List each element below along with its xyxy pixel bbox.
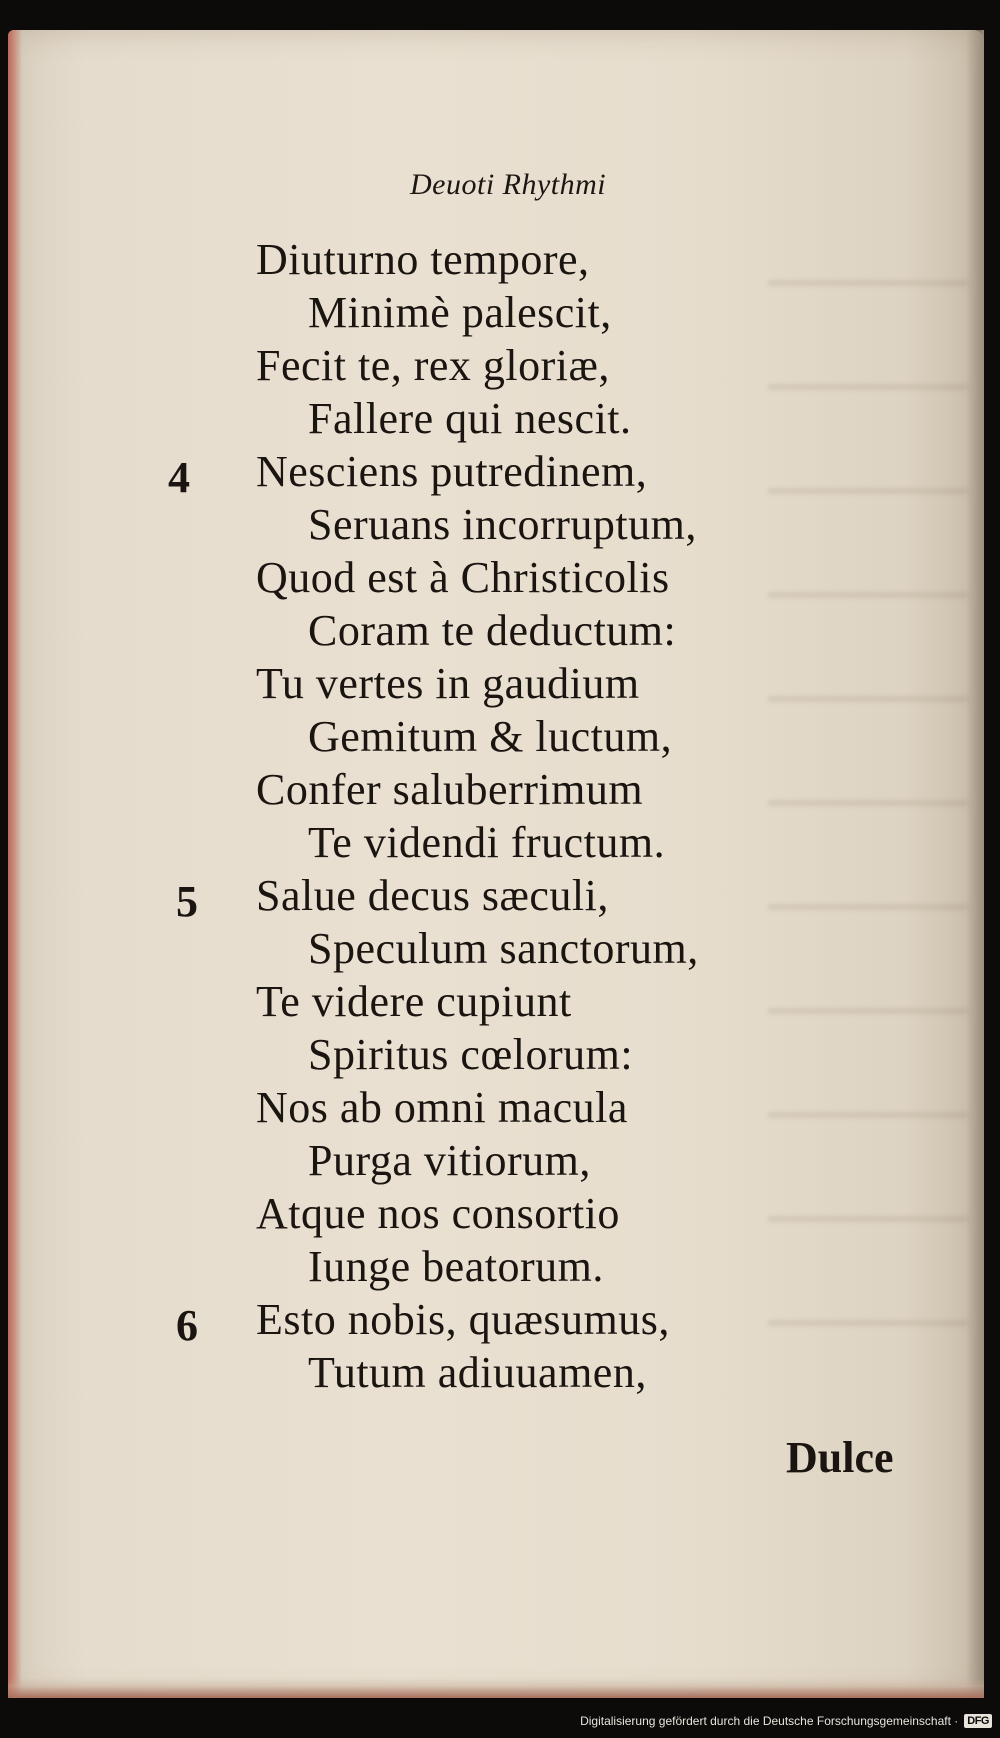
verse-line: Esto nobis, quæsumus, <box>256 1295 670 1344</box>
verse-line: Coram te deductum: <box>308 606 677 655</box>
verse-line: Minimè palescit, <box>308 288 612 337</box>
page-edge-left <box>8 30 22 1698</box>
verse-line: Diuturno tempore, <box>256 235 590 284</box>
verse-line: Fallere qui nescit. <box>308 394 632 443</box>
verse-line: Spiritus cœlorum: <box>308 1030 634 1079</box>
stanza-number: 6 <box>176 1301 198 1350</box>
verse-line: Iunge beatorum. <box>308 1242 604 1291</box>
catchword: Dulce <box>786 1433 894 1482</box>
credit-text: Digitalisierung gefördert durch die Deutsche Forschungsgemeinschaft · <box>580 1714 959 1728</box>
verse-line: Atque nos consortio <box>256 1189 620 1238</box>
verse-line: Speculum sanctorum, <box>308 924 699 973</box>
dfg-logo-icon: DFG <box>964 1714 992 1728</box>
digitization-credit <box>0 1708 1000 1734</box>
verse-line: Nos ab omni macula <box>256 1083 628 1132</box>
verse-line: Purga vitiorum, <box>308 1136 591 1185</box>
verse-line: Confer saluberrimum <box>256 765 644 814</box>
running-header: Deuoti Rhythmi <box>410 168 607 201</box>
verse-line: Quod est à Christicolis <box>256 553 670 602</box>
stanza-number: 5 <box>176 877 198 926</box>
verse-line: Fecit te, rex gloriæ, <box>256 341 610 390</box>
page-edge-right <box>966 30 984 1698</box>
verse-line: Tutum adiuuamen, <box>308 1348 647 1397</box>
verse-line: Seruans incorruptum, <box>308 500 697 549</box>
show-through-text <box>768 210 968 1410</box>
verse-line: Nesciens putredinem, <box>256 447 648 496</box>
verse-line: Te videndi fructum. <box>308 818 666 867</box>
verse-line: Salue decus sæculi, <box>256 871 609 920</box>
verse-line: Gemitum & luctum, <box>308 712 673 761</box>
verse-line: Tu vertes in gaudium <box>256 659 640 708</box>
verse-line: Te videre cupiunt <box>256 977 572 1026</box>
page-edge-bottom <box>8 1678 984 1698</box>
stanza-number: 4 <box>168 453 190 502</box>
